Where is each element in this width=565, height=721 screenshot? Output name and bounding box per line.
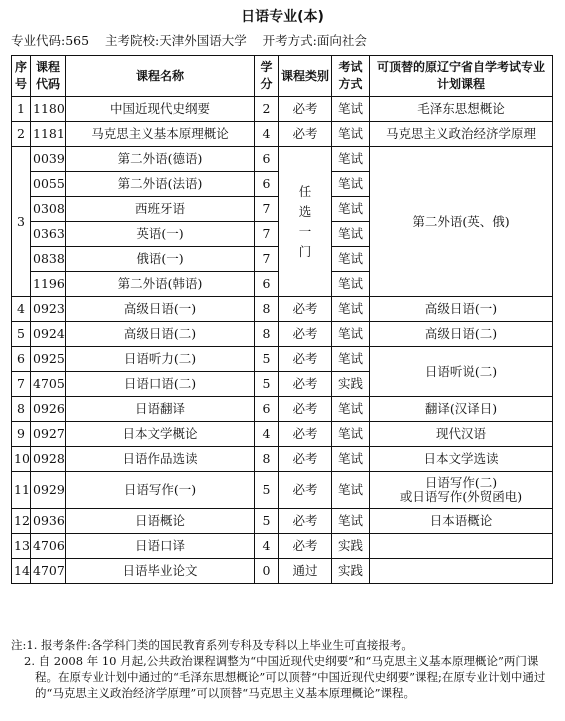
notes [11,637,556,701]
row-exam: 笔试 [332,397,370,422]
row-credit: 2 [255,97,279,122]
row-credit: 6 [255,397,279,422]
major-code: 专业代码:565 [11,33,90,48]
replace-line-1: 日语写作(二) [424,475,498,490]
row-name: 西班牙语 [66,197,255,222]
table-row [12,472,553,509]
table-row [12,297,553,322]
row-code: 1180 [31,97,66,122]
row-name: 日语翻译 [66,397,255,422]
row-replace [370,472,553,509]
row-category: 通过 [279,559,332,584]
row-code: 0936 [31,509,66,534]
exam-mode: 开考方式:面向社会 [262,33,367,48]
header-category: 课程类别 [279,56,332,97]
row-code: 0055 [31,172,66,197]
note-2: 2. 自 2008 年 10 月起,公共政治课程调整为“中国近现代史纲要”和“马克思主义基本原理概论”两门课程。在原专业计划中通过的“毛泽东思想概论”可以顶替“中国近现代史纲要”课程;在原专业计划中通过的“马克思主义政治经济学原理”可以顶替“马克思主义基本原理概论”课程。 [24,654,546,700]
row-category: 必考 [279,472,332,509]
row-replace: 高级日语(一) [370,297,553,322]
row-exam: 笔试 [332,222,370,247]
row-replace: 第二外语(英、俄) [370,147,553,297]
table-row [12,422,553,447]
row-code: 1196 [31,272,66,297]
row-name: 日语听力(二) [66,347,255,372]
row-exam: 笔试 [332,197,370,222]
table-row [12,347,553,372]
row-credit: 5 [255,347,279,372]
row-exam: 笔试 [332,272,370,297]
row-name: 高级日语(一) [66,297,255,322]
row-code: 0923 [31,297,66,322]
row-credit: 5 [255,372,279,397]
row-credit: 8 [255,297,279,322]
row-no: 4 [12,297,31,322]
row-name: 第二外语(韩语) [66,272,255,297]
row-name: 日语作品选读 [66,447,255,472]
header-exam: 考试方式 [332,56,370,97]
page-title: 日语专业(本) [241,9,324,25]
row-code: 0838 [31,247,66,272]
row-exam: 笔试 [332,347,370,372]
row-replace: 日本文学选读 [370,447,553,472]
row-no: 6 [12,347,31,372]
row-name: 日语写作(一) [66,472,255,509]
row-exam: 实践 [332,534,370,559]
row-code: 1181 [31,122,66,147]
row-exam: 笔试 [332,97,370,122]
row-exam: 笔试 [332,422,370,447]
row-name: 日本文学概论 [66,422,255,447]
row-category: 必考 [279,347,332,372]
row-exam: 笔试 [332,147,370,172]
row-code: 4706 [31,534,66,559]
header-name: 课程名称 [66,56,255,97]
row-category: 必考 [279,372,332,397]
row-no: 1 [12,97,31,122]
row-category: 必考 [279,447,332,472]
row-code: 0926 [31,397,66,422]
replace-line-2: 或日语写作(外贸函电) [399,489,523,504]
row-no: 13 [12,534,31,559]
row-credit: 4 [255,534,279,559]
row-name: 马克思主义基本原理概论 [66,122,255,147]
row-exam: 实践 [332,372,370,397]
row-code: 0927 [31,422,66,447]
note-1: 注:1. 报考条件:各学科门类的国民教育系列专科及专科以上毕业生可直接报考。 [11,638,413,652]
row-category: 必考 [279,509,332,534]
row-name: 日语口译 [66,534,255,559]
row-code: 0928 [31,447,66,472]
header-code: 课程代码 [31,56,66,97]
row-code: 0924 [31,322,66,347]
row-category: 必考 [279,322,332,347]
row-credit: 5 [255,509,279,534]
course-table [11,55,553,584]
row-no: 3 [12,147,31,297]
row-credit: 7 [255,197,279,222]
row-name: 高级日语(二) [66,322,255,347]
row-replace [370,534,553,559]
row-name: 日语概论 [66,509,255,534]
major-meta [11,31,367,49]
table-row [12,97,553,122]
row-exam: 笔试 [332,247,370,272]
table-row [12,322,553,347]
row-name: 俄语(一) [66,247,255,272]
row-credit: 4 [255,422,279,447]
table-row [12,147,553,172]
row-category: 必考 [279,97,332,122]
table-row [12,534,553,559]
exam-school: 主考院校:天津外国语大学 [104,33,247,48]
row-no: 12 [12,509,31,534]
row-exam: 笔试 [332,122,370,147]
row-no: 5 [12,322,31,347]
row-exam: 笔试 [332,447,370,472]
row-credit: 8 [255,447,279,472]
elective-text: 任 选 一 门 [298,183,312,259]
row-no: 14 [12,559,31,584]
row-credit: 7 [255,247,279,272]
row-name: 日语口语(二) [66,372,255,397]
table-row [12,559,553,584]
header-credit: 学分 [255,56,279,97]
row-replace: 翻译(汉译日) [370,397,553,422]
row-code: 0363 [31,222,66,247]
header-replace: 可顶替的原辽宁省自学考试专业计划课程 [370,56,553,97]
row-category-elective [279,147,332,297]
row-no: 11 [12,472,31,509]
row-exam: 笔试 [332,472,370,509]
row-replace: 毛泽东思想概论 [370,97,553,122]
row-exam: 笔试 [332,172,370,197]
row-credit: 6 [255,172,279,197]
row-code: 4707 [31,559,66,584]
row-exam: 实践 [332,559,370,584]
row-exam: 笔试 [332,509,370,534]
row-no: 9 [12,422,31,447]
row-replace: 日本语概论 [370,509,553,534]
row-credit: 7 [255,222,279,247]
row-credit: 0 [255,559,279,584]
row-no: 10 [12,447,31,472]
row-replace: 现代汉语 [370,422,553,447]
row-code: 0039 [31,147,66,172]
row-name: 英语(一) [66,222,255,247]
row-exam: 笔试 [332,322,370,347]
table-row [12,122,553,147]
row-no: 2 [12,122,31,147]
row-code: 0308 [31,197,66,222]
row-category: 必考 [279,534,332,559]
row-category: 必考 [279,122,332,147]
row-name: 日语毕业论文 [66,559,255,584]
row-name: 第二外语(法语) [66,172,255,197]
row-credit: 6 [255,272,279,297]
header-no: 序号 [12,56,31,97]
table-row [12,447,553,472]
table-row [12,509,553,534]
table-header-row [12,56,553,97]
row-no: 8 [12,397,31,422]
row-no: 7 [12,372,31,397]
row-code: 0925 [31,347,66,372]
row-name: 第二外语(德语) [66,147,255,172]
row-credit: 8 [255,322,279,347]
row-category: 必考 [279,397,332,422]
row-credit: 5 [255,472,279,509]
row-name: 中国近现代史纲要 [66,97,255,122]
row-category: 必考 [279,297,332,322]
row-replace: 日语听说(二) [370,347,553,397]
table-row [12,397,553,422]
row-code: 0929 [31,472,66,509]
row-credit: 4 [255,122,279,147]
row-exam: 笔试 [332,297,370,322]
row-replace [370,559,553,584]
row-credit: 6 [255,147,279,172]
row-replace: 马克思主义政治经济学原理 [370,122,553,147]
row-category: 必考 [279,422,332,447]
row-code: 4705 [31,372,66,397]
row-replace: 高级日语(二) [370,322,553,347]
